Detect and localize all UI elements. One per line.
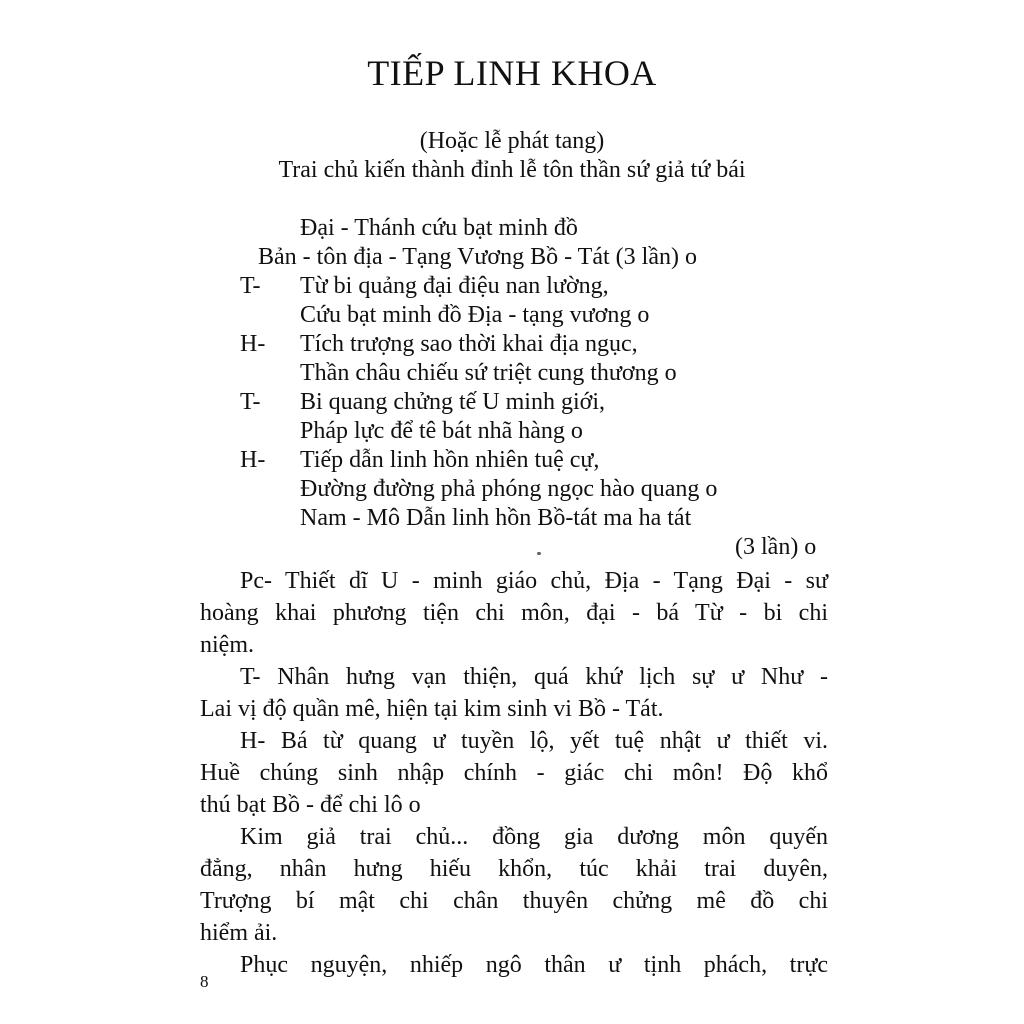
repeat-note: (3 lần) o xyxy=(735,534,817,560)
verse-text: Bi quang chửng tế U minh giới, xyxy=(300,389,606,415)
page-number: 8 xyxy=(200,972,209,991)
verse-text: Nam - Mô Dẫn linh hồn Bồ-tát ma ha tát xyxy=(300,505,692,531)
verse-text: Đường đường phả phóng ngọc hào quang o xyxy=(300,476,718,502)
invocation-line: Đại - Thánh cứu bạt minh đồ xyxy=(300,215,578,241)
paragraph-line: Trượng bí mật chi chân thuyên chửng mê đồ chi xyxy=(200,888,828,914)
paragraph-line: niệm. xyxy=(200,632,254,658)
verse-text: Từ bi quảng đại điệu nan lường, xyxy=(300,273,609,299)
paragraph-line: Lai vị độ quần mê, hiện tại kim sinh vi Bồ - Tát. xyxy=(200,696,664,722)
paragraph-line: T- Nhân hưng vạn thiện, quá khứ lịch sự ư Như - xyxy=(240,664,828,690)
verse-label: H- xyxy=(240,331,266,357)
paragraph-line: thú bạt Bồ - để chi lô o xyxy=(200,792,421,818)
verse-label: H- xyxy=(240,447,266,473)
instruction-line: Trai chủ kiến thành đỉnh lễ tôn thần sứ giả tứ bái xyxy=(278,157,746,183)
paragraph-line: Kim giả trai chủ... đồng gia dương môn quyến xyxy=(240,824,828,850)
page-title: TIẾP LINH KHOA xyxy=(367,53,657,93)
verse-text: Pháp lực để tê bát nhã hàng o xyxy=(300,418,583,444)
paragraph-line: Phục nguyện, nhiếp ngô thân ư tịnh phách, trực xyxy=(240,952,828,978)
paragraph-line: hoàng khai phương tiện chi môn, đại - bá Từ - bi chi xyxy=(200,600,828,626)
verse-text: Cứu bạt minh đồ Địa - tạng vương o xyxy=(300,302,650,328)
paragraph-line: Pc- Thiết dĩ U - minh giáo chủ, Địa - Tạng Đại - sư xyxy=(240,568,828,594)
verse-label: T- xyxy=(240,389,261,415)
verse-label: T- xyxy=(240,273,261,299)
paragraph-line: hiểm ải. xyxy=(200,920,278,946)
verse-text: Thần châu chiếu sứ triệt cung thương o xyxy=(300,360,677,386)
verse-text: Tích trượng sao thời khai địa ngục, xyxy=(300,331,638,357)
print-speck xyxy=(537,552,541,555)
subtitle: (Hoặc lễ phát tang) xyxy=(419,128,605,154)
invocation-line: Bản - tôn địa - Tạng Vương Bồ - Tát (3 lần) o xyxy=(258,244,697,270)
paragraph-line: H- Bá từ quang ư tuyền lộ, yết tuệ nhật ư thiết vi. xyxy=(240,728,828,754)
paragraph-line: đẳng, nhân hưng hiếu khổn, túc khải trai duyên, xyxy=(200,856,828,882)
paragraph-line: Huề chúng sinh nhập chính - giác chi môn! Độ khổ xyxy=(200,760,828,786)
verse-text: Tiếp dẫn linh hồn nhiên tuệ cự, xyxy=(300,447,600,473)
